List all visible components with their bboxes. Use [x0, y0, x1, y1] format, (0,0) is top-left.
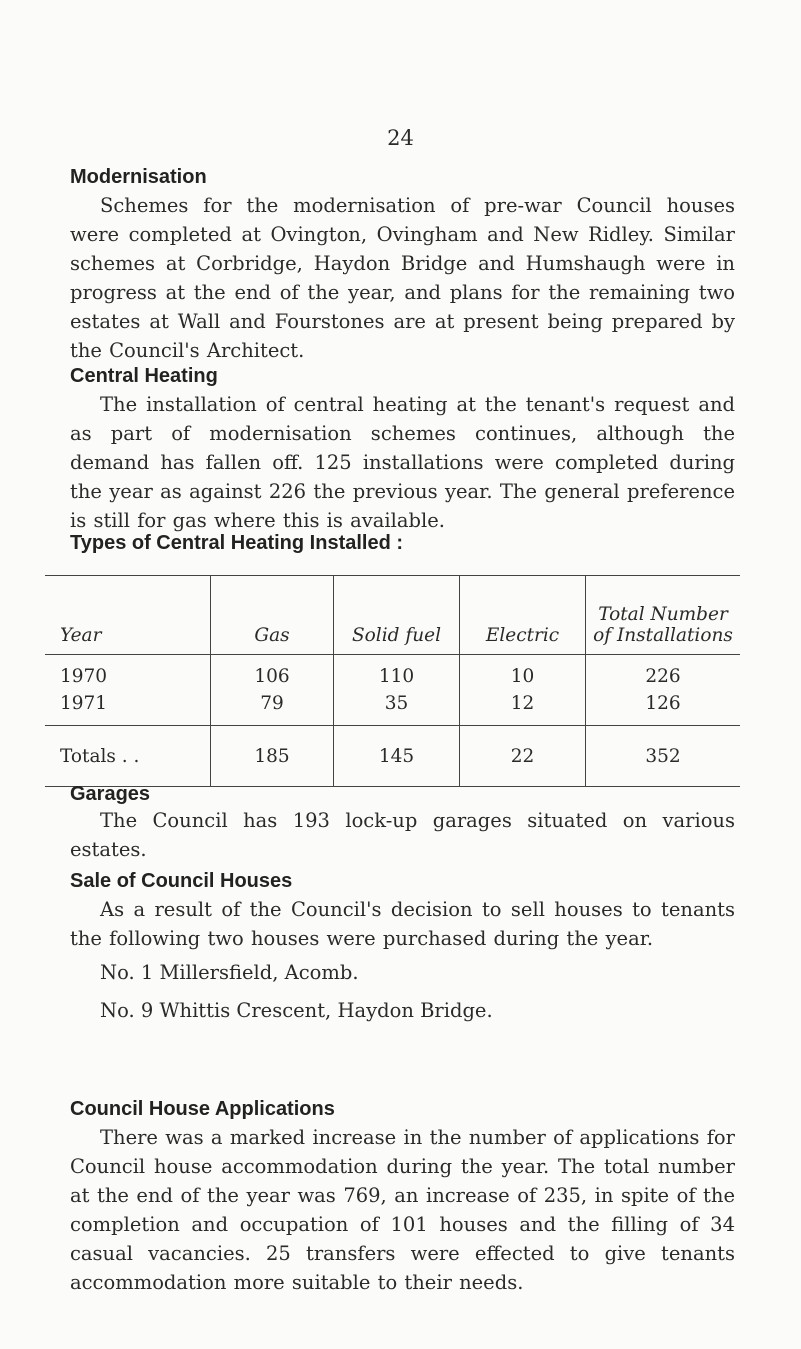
totals-label: Totals . .: [45, 726, 211, 787]
sale-paragraph: As a result of the Council's decision to sell houses to tenants the following two houses were purchased during the year.: [70, 898, 735, 950]
garages-section: [70, 783, 735, 864]
col-total-header-line2: of Installations: [593, 625, 733, 646]
totals-solid-fuel: 145: [334, 726, 460, 787]
col-gas-header: Gas: [211, 576, 334, 655]
col-year-header: Year: [45, 576, 211, 655]
modernisation-heading: Modernisation: [70, 166, 207, 188]
page-number: 24: [387, 126, 414, 150]
col-total-header: [586, 576, 741, 655]
gas-value: 106: [254, 666, 290, 687]
garages-heading: Garages: [70, 783, 151, 805]
totals-row: [45, 726, 740, 787]
central-heating-paragraph: The installation of central heating at the tenant's request and as part of modernisation schemes continues, although the demand has fallen off. 125 installations were completed during the year as against 226 the previous year. The general preference is still for gas where this is available.: [70, 393, 735, 532]
table-row: [45, 655, 740, 726]
totals-gas: 185: [211, 726, 334, 787]
solid-fuel-value: 110: [378, 666, 415, 687]
sale-address: No. 1 Millersfield, Acomb.: [100, 961, 359, 984]
sale-section: [70, 870, 735, 1025]
gas-value: 79: [260, 693, 284, 714]
year-value: 1971: [60, 693, 108, 714]
sale-address: No. 9 Whittis Crescent, Haydon Bridge.: [100, 999, 493, 1022]
year-value: 1970: [60, 666, 108, 687]
gas-cell: [211, 655, 334, 726]
heating-types-section: [70, 532, 735, 555]
solid-fuel-cell: [334, 655, 460, 726]
total-cell: [586, 655, 741, 726]
year-cell: [45, 655, 211, 726]
applications-paragraph: There was a marked increase in the number of applications for Council house accommodation during the year. The total number at the end of the year was 769, an increase of 235, in spite of the completion and occupation of 101 houses and the filling of 34 casual vacancies. 25 transfers were effected to give tenants accommodation more suitable to their needs.: [70, 1126, 735, 1294]
sale-heading: Sale of Council Houses: [70, 870, 293, 892]
modernisation-section: [70, 166, 735, 365]
heating-types-heading: Types of Central Heating Installed :: [70, 532, 404, 554]
col-solid-fuel-header: Solid fuel: [334, 576, 460, 655]
central-heating-heading: Central Heating: [70, 365, 218, 387]
solid-fuel-value: 35: [384, 693, 409, 714]
applications-heading: Council House Applications: [70, 1098, 335, 1120]
garages-paragraph: The Council has 193 lock-up garages situated on various estates.: [70, 809, 735, 861]
electric-value: 10: [510, 666, 535, 687]
electric-cell: [460, 655, 586, 726]
modernisation-paragraph: Schemes for the modernisation of pre-war Council houses were completed at Ovington, Ovingham and New Ridley. Similar schemes at Corbridge, Haydon Bridge and Humshaugh were in progress at the end of the year, and plans for the remaining two estates at Wall and Fourstones are at present being prepared by the Council's Architect.: [70, 194, 735, 362]
totals-electric: 22: [460, 726, 586, 787]
applications-section: [70, 1098, 735, 1297]
total-value: 226: [645, 666, 681, 687]
heating-types-table: [45, 575, 740, 787]
table-header-row: [45, 576, 740, 655]
totals-total: 352: [586, 726, 741, 787]
col-total-header-line1: Total Number: [598, 604, 728, 625]
total-value: 126: [645, 693, 681, 714]
col-electric-header: Electric: [460, 576, 586, 655]
central-heating-section: [70, 365, 735, 535]
electric-value: 12: [510, 693, 535, 714]
